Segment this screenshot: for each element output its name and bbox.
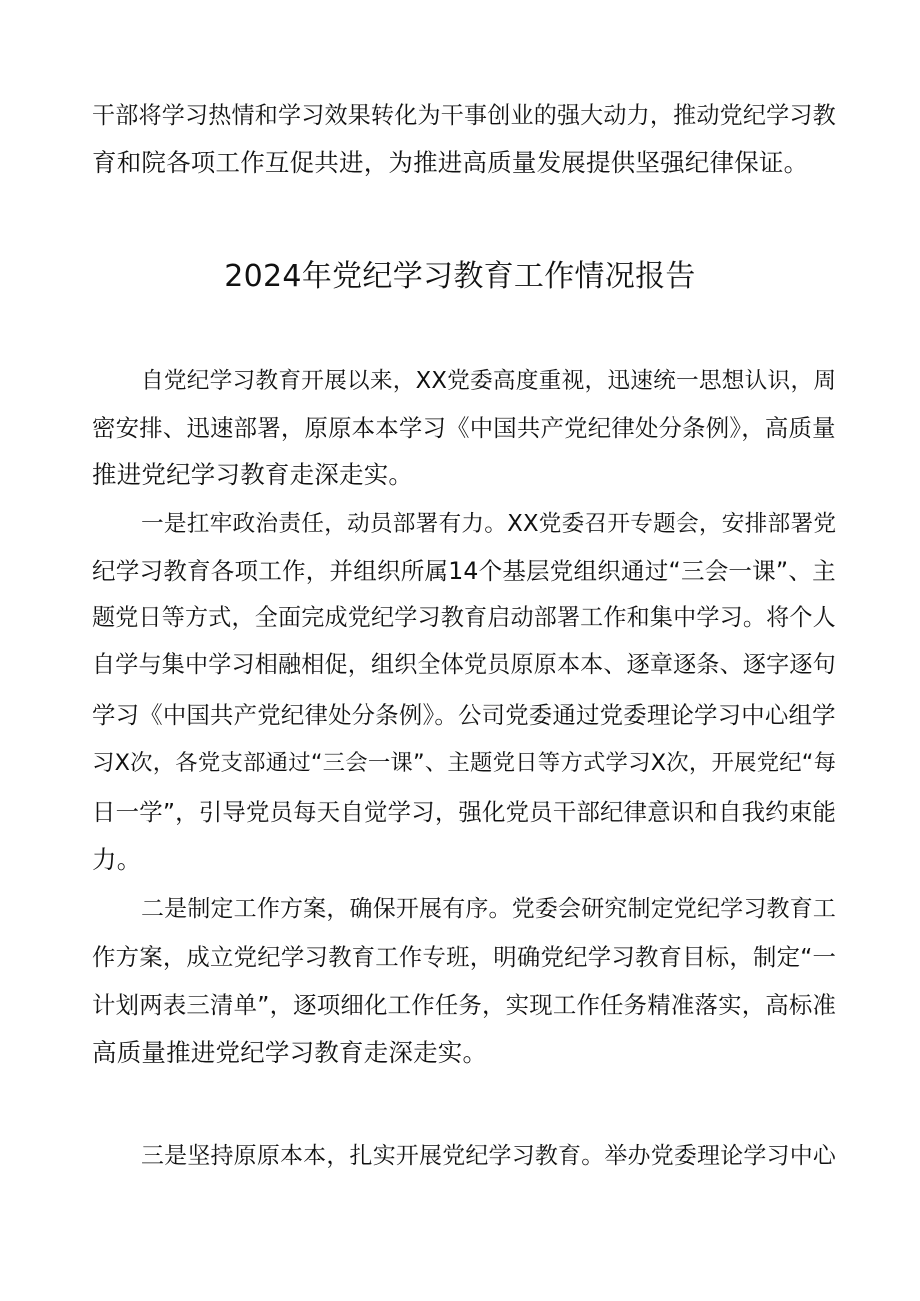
para2-line-3: 题党日等方式，全面完成党纪学习教育启动部署工作和集中学习。将个人: [92, 605, 836, 631]
report-title: 2024年党纪学习教育工作情况报告: [224, 259, 696, 294]
para2-line-8: 力。: [92, 845, 142, 874]
para2-line-1: 一是扛牢政治责任，动员部署有力。XX党委召开专题会，安排部署党: [141, 511, 837, 537]
para3-line-2: 作方案，成立党纪学习教育工作专班，明确党纪学习教育目标，制定“一: [92, 943, 837, 971]
para2-line-4: 自学与集中学习相融相促，组织全体党员原原本本、逐章逐条、逐字逐句: [92, 652, 836, 678]
para1-line-2: 密安排、迅速部署，原原本本学习《中国共产党纪律处分条例》，高质量: [92, 414, 836, 442]
para1-line-3: 推进党纪学习教育走深走实。: [92, 460, 414, 489]
para3-line-4: 高质量推进党纪学习教育走深走实。: [92, 1038, 488, 1067]
intro-line-1: 干部将学习热情和学习效果转化为干事创业的强大动力，推动党纪学习教: [92, 103, 836, 129]
intro-line-2: 育和院各项工作互促共进，为推进高质量发展提供坚强纪律保证。: [92, 148, 809, 177]
para2-line-6: 习X次，各党支部通过“三会一课”、主题党日等方式学习X次，开展党纪“每: [92, 750, 837, 776]
para1-line-1: 自党纪学习教育开展以来，XX党委高度重视，迅速统一思想认识，周: [141, 368, 837, 394]
para3-line-1: 二是制定工作方案，确保开展有序。党委会研究制定党纪学习教育工: [141, 896, 837, 922]
para4-line-1: 三是坚持原原本本，扎实开展党纪学习教育。举办党委理论学习中心: [141, 1143, 837, 1169]
para2-line-7: 日一学”，引导党员每天自觉学习，强化党员干部纪律意识和自我约束能: [92, 798, 837, 826]
para2-line-2: 纪学习教育各项工作，并组织所属14个基层党组织通过“三会一课”、主: [92, 557, 836, 585]
para2-line-5: 学习《中国共产党纪律处分条例》。公司党委通过党委理论学习中心组学: [92, 701, 836, 729]
para3-line-3: 计划两表三清单”，逐项细化工作任务，实现工作任务精准落实，高标准: [92, 991, 837, 1019]
